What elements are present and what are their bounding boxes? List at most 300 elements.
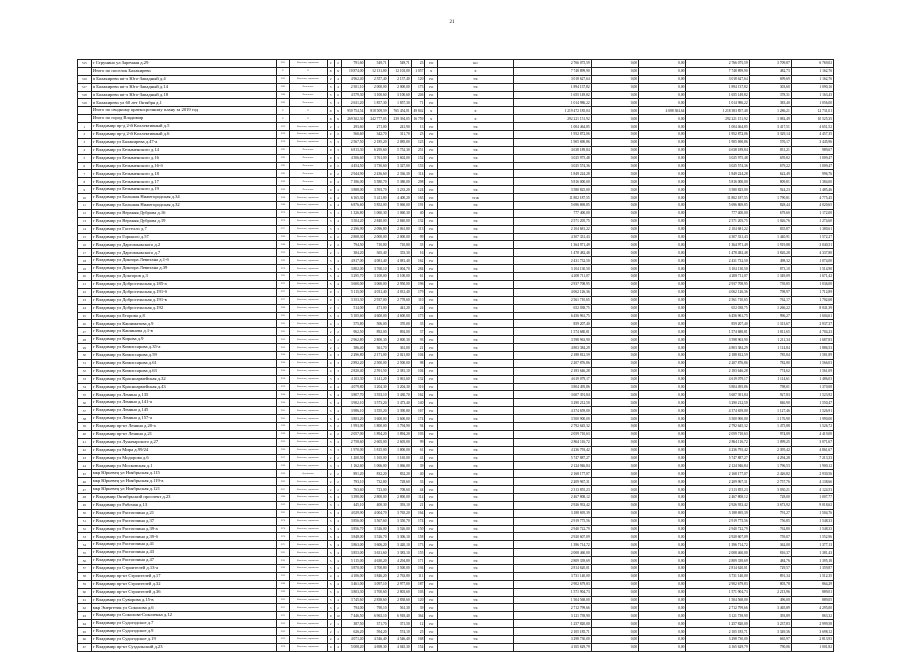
max-unit-cost-cell: 1 485,46 (791, 186, 833, 194)
owner-funds-cell: 1 478 482,48 (686, 249, 749, 257)
living-area-cell: 371,70 (365, 620, 388, 628)
year-cell: 1964 (277, 351, 290, 359)
row-number: 25 (78, 312, 92, 320)
max-unit-cost-cell: 1 990,00 (791, 415, 833, 423)
management-cell: УК (438, 296, 514, 304)
regional-funds-cell: 0,00 (639, 265, 686, 273)
unit-cost-cell: 1 475,88 (749, 422, 791, 430)
unit-cost-cell: 393,89 (749, 612, 791, 620)
address-cell: г Владимир ул Комиссарова д.63 (91, 367, 276, 375)
management-cell: КО (438, 60, 514, 68)
wall-material-cell: Каменные, кирпичные (289, 588, 327, 596)
max-unit-cost-cell: 1 381,43 (791, 549, 833, 557)
unit-cost-cell: 3 349,36 (749, 628, 791, 636)
owner-funds-cell: 3 121 739,90 (686, 612, 749, 620)
regional-funds-cell: 0,00 (639, 99, 686, 107)
entrances-cell: 1 (334, 288, 341, 296)
federal-funds-cell: 0,00 (591, 265, 638, 273)
fund-cell: РО (425, 162, 438, 170)
wall-material-cell: Каменные, кирпичные (289, 233, 327, 241)
federal-funds-cell: 0,00 (591, 194, 638, 202)
fund-cell: РО (425, 351, 438, 359)
year-cell: 1964 (277, 399, 290, 407)
year-cell: 1962 (277, 509, 290, 517)
federal-funds-cell: 0,00 (591, 541, 638, 549)
address-cell: г Владимир ул Рабочая д.13 (91, 501, 276, 509)
row-number: 48 (78, 493, 92, 501)
year-cell: 1971 (277, 604, 290, 612)
entrances-cell: X (334, 67, 341, 75)
total-area-cell: 626,20 (342, 628, 365, 636)
wall-material-cell: Каменные, кирпичные (289, 241, 327, 249)
owner-funds-cell: 1 894 137,82 (686, 83, 749, 91)
fund-cell: РО (425, 375, 438, 383)
address-cell: Итого по город Владимир (91, 115, 276, 123)
federal-funds-cell: 0,00 (591, 383, 638, 391)
total-cost-cell: 2 008 460,00 (513, 549, 591, 557)
residents-cell: 298 (411, 178, 425, 186)
entrances-cell: 4 (334, 312, 341, 320)
regional-funds-cell: 0,00 (639, 123, 686, 131)
management-cell: УК (438, 320, 514, 328)
total-cost-cell: 4 374 659,00 (513, 407, 591, 415)
residents-cell: 173 (411, 83, 425, 91)
entrances-cell: 3 (334, 146, 341, 154)
max-unit-cost-cell: 7 213,33 (791, 454, 833, 462)
fund-cell: РО (425, 75, 438, 83)
living-area-cell: 2 096,80 (365, 225, 388, 233)
management-cell: УК (438, 359, 514, 367)
living-area-cell: 4 031,40 (365, 288, 388, 296)
address-cell: г Владимир ул Красноармейская д.32 (91, 375, 276, 383)
total-area-cell: 3 803,30 (342, 588, 365, 596)
entrances-cell: 2 (334, 162, 341, 170)
total-cost-cell: 3 500 900,00 (513, 415, 591, 423)
row-number: 17 (78, 249, 92, 257)
residential-area-cell: 239 394,05 (388, 115, 411, 123)
residential-area-cell: 2 977,00 (388, 580, 411, 588)
floors-cell: 9 (327, 178, 334, 186)
total-row (78, 107, 834, 115)
fund-cell: РО (425, 549, 438, 557)
residents-cell: 155 (411, 549, 425, 557)
fund-cell: РО (425, 194, 438, 202)
total-row (78, 67, 834, 75)
floors-cell: 5 (327, 415, 334, 423)
row-number: 8 (78, 178, 92, 186)
address-cell: г Владимир ул Красноармейская д.43 (91, 383, 276, 391)
unit-cost-cell: 1 114,61 (749, 375, 791, 383)
row-number: 56 (78, 557, 92, 565)
management-cell: УК (438, 517, 514, 525)
floors-cell: 4 (327, 636, 334, 644)
address-cell: г Владимир пр-кт Строителей д.36 (91, 588, 276, 596)
residential-area-cell: 1 060,30 (388, 209, 411, 217)
table-row (78, 257, 834, 265)
wall-material-cell: X (289, 107, 327, 115)
owner-funds-cell: 2 105 185,71 (686, 628, 749, 636)
management-cell: УК (438, 249, 514, 257)
fund-cell: РО (425, 154, 438, 162)
row-number: 61 (78, 596, 92, 604)
residential-area-cell: 3 306,10 (388, 533, 411, 541)
total-cost-cell: 3 298 730,00 (513, 636, 591, 644)
living-area-cell: 2 557,40 (365, 75, 388, 83)
owner-funds-cell: 3 298 730,00 (686, 636, 749, 644)
unit-cost-cell: 1 127,46 (749, 407, 791, 415)
regional-funds-cell: 0,00 (639, 328, 686, 336)
federal-funds-cell: 0,00 (591, 533, 638, 541)
floors-cell: 2 (327, 478, 334, 486)
address-cell: г Владимир ул Гастелло д.7 (91, 225, 276, 233)
row-number: 18 (78, 257, 92, 265)
regional-funds-cell: 0,00 (639, 383, 686, 391)
management-cell: УК (438, 312, 514, 320)
address-cell: г Владимир ул Мира д.99/24 (91, 446, 276, 454)
entrances-cell: 4 (334, 257, 341, 265)
fund-cell: РО (425, 367, 438, 375)
max-unit-cost-cell: 1 007,77 (791, 493, 833, 501)
residents-cell: 165 (411, 194, 425, 202)
total-area-cell: 4 454,50 (342, 162, 365, 170)
total-area-cell: 793,10 (342, 478, 365, 486)
management-cell: УК (438, 383, 514, 391)
row-number (78, 67, 92, 75)
total-area-cell: 4 029,90 (342, 509, 365, 517)
row-number: 46 (78, 478, 92, 486)
living-area-cell: 4 546,40 (365, 636, 388, 644)
max-unit-cost-cell: 1 514,90 (791, 265, 833, 273)
federal-funds-cell: 0,00 (591, 91, 638, 99)
total-area-cell: 269 302,30 (342, 115, 365, 123)
total-area-cell: 1 970,00 (342, 446, 365, 454)
entrances-cell: 3 (334, 359, 341, 367)
regional-funds-cell: 0,00 (639, 486, 686, 494)
floors-cell: 2 (327, 470, 334, 478)
federal-funds-cell: 0,00 (591, 209, 638, 217)
wall-material-cell: Каменные, кирпичные (289, 525, 327, 533)
total-area-cell: 566,60 (342, 131, 365, 139)
wall-material-cell: Каменные, кирпичные (289, 541, 327, 549)
floors-cell: 2 (327, 454, 334, 462)
unit-cost-cell: 846,90 (749, 399, 791, 407)
living-area-cell: 3 606,20 (365, 541, 388, 549)
total-area-cell: 2 820,40 (342, 367, 365, 375)
regional-funds-cell: 0,00 (639, 636, 686, 644)
wall-material-cell: Каменные, кирпичные (289, 580, 327, 588)
living-area-cell: 2 838,60 (365, 596, 388, 604)
regional-funds-cell: 0,00 (639, 391, 686, 399)
residents-cell: 35 (411, 241, 425, 249)
year-cell: 1982 (277, 154, 290, 162)
total-cost-cell: 1 478 482,48 (513, 249, 591, 257)
management-cell: УК (438, 501, 514, 509)
management-cell: УК (438, 91, 514, 99)
entrances-cell: 3 (334, 462, 341, 470)
regional-funds-cell: 0,00 (639, 233, 686, 241)
max-unit-cost-cell: 1 581,89 (791, 351, 833, 359)
wall-material-cell: Каменные, кирпичные (289, 399, 327, 407)
fund-cell: РО (425, 265, 438, 273)
entrances-cell: 4 (334, 415, 341, 423)
max-unit-cost-cell: 1 009,47 (791, 154, 833, 162)
fund-cell: РО (425, 280, 438, 288)
management-cell: УК (438, 83, 514, 91)
living-area-cell: 723,00 (365, 486, 388, 494)
row-number: 52 (78, 525, 92, 533)
unit-cost-cell: 924,23 (749, 186, 791, 194)
row-number: 26 (78, 320, 92, 328)
owner-funds-cell: 2 937 708,95 (686, 280, 749, 288)
total-cost-cell: 3 804 495,86 (513, 383, 591, 391)
table-row (78, 454, 834, 462)
residents-cell: 23 (411, 60, 425, 68)
owner-funds-cell: 777 400,00 (686, 209, 749, 217)
entrances-cell: 2 (334, 430, 341, 438)
total-area-cell: 2 057,00 (342, 430, 365, 438)
federal-funds-cell: 0,00 (591, 557, 638, 565)
management-cell: УК (438, 470, 514, 478)
max-unit-cost-cell: 1 359,87 (791, 565, 833, 573)
owner-funds-cell: 859 207,40 (686, 320, 749, 328)
entrances-cell: 2 (334, 233, 341, 241)
total-cost-cell: 1 257 820,00 (513, 620, 591, 628)
fund-cell: РО (425, 273, 438, 281)
row-number: 7 (78, 170, 92, 178)
row-number: 54 (78, 541, 92, 549)
owner-funds-cell: 1 504 568,00 (686, 596, 749, 604)
total-area-cell: 3 853,00 (342, 549, 365, 557)
entrances-cell: 1 (334, 620, 341, 628)
living-area-cell: 342,70 (365, 131, 388, 139)
address-cell: г Владимир пр-кт Ленина д.21 (91, 430, 276, 438)
address-cell: г Владимир ул Ленина д.145 (91, 407, 276, 415)
floors-cell: 3 (327, 209, 334, 217)
table-row (78, 288, 834, 296)
total-area-cell: 4 103,30 (342, 375, 365, 383)
max-unit-cost-cell: 1 001,82 (791, 643, 833, 651)
owner-funds-cell: 2 902 679,83 (686, 580, 749, 588)
table-row (78, 636, 834, 644)
unit-cost-cell: 622,49 (749, 170, 791, 178)
federal-funds-cell: 0,00 (591, 241, 638, 249)
regional-funds-cell: 0,00 (639, 470, 686, 478)
entrances-cell: 2 (334, 422, 341, 430)
unit-cost-cell: 873,10 (749, 265, 791, 273)
residential-area-cell: 353,30 (388, 249, 411, 257)
fund-cell: РО (425, 462, 438, 470)
federal-funds-cell: 0,00 (591, 146, 638, 154)
residential-area-cell: 549,71 (388, 60, 411, 68)
regional-funds-cell: 0,00 (639, 588, 686, 596)
max-unit-cost-cell: 4 337,80 (791, 249, 833, 257)
floors-cell: 2 (327, 328, 334, 336)
total-area-cell: 2 892,20 (342, 359, 365, 367)
max-unit-cost-cell: 1 074,00 (791, 257, 833, 265)
total-area-cell: 5 105,60 (342, 312, 365, 320)
table-row (78, 596, 834, 604)
address-cell: г Владимир ул Докторов д.3 (91, 273, 276, 281)
floors-cell: 2 (327, 123, 334, 131)
wall-material-cell: Каменные, кирпичные (289, 344, 327, 352)
unit-cost-cell: 699,69 (749, 75, 791, 83)
regional-funds-cell: 0,00 (639, 296, 686, 304)
fund-cell: РО (425, 643, 438, 651)
residents-cell: 61 (411, 273, 425, 281)
row-number: 58 (78, 572, 92, 580)
owner-funds-cell: 5 696 869,85 (686, 202, 749, 210)
residents-cell: 103 (411, 588, 425, 596)
residents-cell: 123 (411, 138, 425, 146)
table-row (78, 391, 834, 399)
management-cell: УК (438, 612, 514, 620)
row-number: 37 (78, 407, 92, 415)
management-cell: УК (438, 99, 514, 107)
table-row (78, 131, 834, 139)
address-cell: г Владимир ул Добросельская д.185-а (91, 280, 276, 288)
row-number: 515 (78, 60, 92, 68)
total-area-cell: 3 461,00 (342, 580, 365, 588)
owner-funds-cell: 2 124 946,84 (686, 462, 749, 470)
owner-funds-cell: 2 920 607,09 (686, 533, 749, 541)
total-area-cell: 4 579,30 (342, 91, 365, 99)
total-area-cell: 514,00 (342, 304, 365, 312)
unit-cost-cell: 303,60 (749, 83, 791, 91)
federal-funds-cell: 0,00 (591, 572, 638, 580)
max-unit-cost-cell: 3 698,12 (791, 628, 833, 636)
owner-funds-cell: 1 952 872,06 (686, 131, 749, 139)
management-cell: УК (438, 209, 514, 217)
fund-cell: РО (425, 170, 438, 178)
owner-funds-cell: 2 864 116,72 (686, 438, 749, 446)
entrances-cell: 4 (334, 572, 341, 580)
max-unit-cost-cell: 863,32 (791, 612, 833, 620)
wall-material-cell: Каменные, кирпичные (289, 509, 327, 517)
row-number: 53 (78, 533, 92, 541)
table-row (78, 296, 834, 304)
regional-funds-cell: 0,00 (639, 241, 686, 249)
federal-funds-cell: 0,00 (591, 612, 638, 620)
residents-cell: 41 (411, 454, 425, 462)
residential-area-cell: 2 021,80 (388, 351, 411, 359)
owner-funds-cell: 3 104 130,50 (686, 265, 749, 273)
table-row (78, 572, 834, 580)
residents-cell: 23 (411, 131, 425, 139)
address-cell: Итого по сводному краткосрочному плану за 2019 год (91, 107, 276, 115)
management-cell: УК (438, 620, 514, 628)
federal-funds-cell: 0,00 (591, 422, 638, 430)
table-body (78, 60, 834, 652)
max-unit-cost-cell: 1 712,89 (791, 288, 833, 296)
residential-area-cell: 3 233,20 (388, 186, 411, 194)
fund-cell: РО (425, 612, 438, 620)
entrances-cell: X (334, 115, 341, 123)
federal-funds-cell: 0,00 (591, 549, 638, 557)
unit-cost-cell: 782,80 (749, 359, 791, 367)
entrances-cell: 4 (334, 557, 341, 565)
residential-area-cell: 5 752,30 (388, 146, 411, 154)
federal-funds-cell: 0,00 (591, 596, 638, 604)
residential-area-cell: 1 800,00 (388, 446, 411, 454)
total-cost-cell: 4 165 629,79 (513, 643, 591, 651)
residential-area-cell: 1 794,90 (388, 422, 411, 430)
table-row (78, 138, 834, 146)
owner-funds-cell: 3 804 495,86 (686, 383, 749, 391)
row-number: 41 (78, 438, 92, 446)
unit-cost-cell: 498,32 (749, 257, 791, 265)
address-cell: г Владимир ул Растопчина д.39-а (91, 525, 276, 533)
total-area-cell: 10 874,00 (342, 67, 365, 75)
max-unit-cost-cell: 1 900,12 (791, 462, 833, 470)
owner-funds-cell: 2 209 967,31 (686, 478, 749, 486)
address-cell: г Владимир ул Судогодское д.9 (91, 628, 276, 636)
address-cell: г Владимир ул Безыменского д.16-б (91, 162, 276, 170)
residents-cell: 164 (411, 509, 425, 517)
table-row (78, 241, 834, 249)
address-cell: г Владимир ул Балакирева д.47-а (91, 138, 276, 146)
entrances-cell: 2 (334, 170, 341, 178)
row-number: 55 (78, 549, 92, 557)
total-area-cell: 3 856,70 (342, 525, 365, 533)
unit-cost-cell: 3 826,28 (749, 249, 791, 257)
residential-area-cell: 3 526,00 (388, 525, 411, 533)
table-row (78, 280, 834, 288)
max-unit-cost-cell: 4 419,00 (791, 430, 833, 438)
address-cell: г Владимир ул Добросельская д.191-в (91, 296, 276, 304)
owner-funds-cell: 1 905 690,86 (686, 138, 749, 146)
owner-funds-cell: 2 467 808,12 (686, 493, 749, 501)
management-cell: УК (438, 391, 514, 399)
residential-area-cell: 892,00 (388, 328, 411, 336)
residents-cell: 12 (411, 620, 425, 628)
unit-cost-cell: 679,60 (749, 209, 791, 217)
federal-funds-cell: 0,00 (591, 501, 638, 509)
owner-funds-cell: 3 500 900,00 (686, 415, 749, 423)
residents-cell: 140 (411, 399, 425, 407)
max-unit-cost-cell: 1 162,76 (791, 75, 833, 83)
fund-cell: РО (425, 288, 438, 296)
unit-cost-cell: 739,85 (749, 280, 791, 288)
total-cost-cell: 2 919 775,56 (513, 517, 591, 525)
max-unit-cost-cell: 1 526,91 (791, 407, 833, 415)
entrances-cell: 4 (334, 509, 341, 517)
page-number: 21 (449, 20, 455, 25)
table-row (78, 312, 834, 320)
table-row (78, 336, 834, 344)
residential-area-cell: 2 000,00 (388, 83, 411, 91)
year-cell: 1960 (277, 430, 290, 438)
total-cost-cell: 2 059 710,63 (513, 430, 591, 438)
year-cell: 1958 (277, 375, 290, 383)
floors-cell: 3 (327, 438, 334, 446)
table-row (78, 217, 834, 225)
row-number (78, 107, 92, 115)
wall-material-cell: Каменные, кирпичные (289, 288, 327, 296)
residential-area-cell: 2 000,00 (388, 233, 411, 241)
living-area-cell: 2 000,00 (365, 83, 388, 91)
row-number: 516 (78, 75, 92, 83)
entrances-cell: 2 (334, 454, 341, 462)
management-cell: УК (438, 407, 514, 415)
regional-funds-cell: 0,00 (639, 375, 686, 383)
regional-funds-cell: 0,00 (639, 91, 686, 99)
owner-funds-cell: 1 218 383 857,40 (686, 107, 749, 115)
floors-cell: 9 (327, 162, 334, 170)
total-area-cell: 6 165,30 (342, 194, 365, 202)
total-cost-cell: 2 792 645,32 (513, 422, 591, 430)
fund-cell: РО (425, 241, 438, 249)
living-area-cell: 549,71 (365, 60, 388, 68)
